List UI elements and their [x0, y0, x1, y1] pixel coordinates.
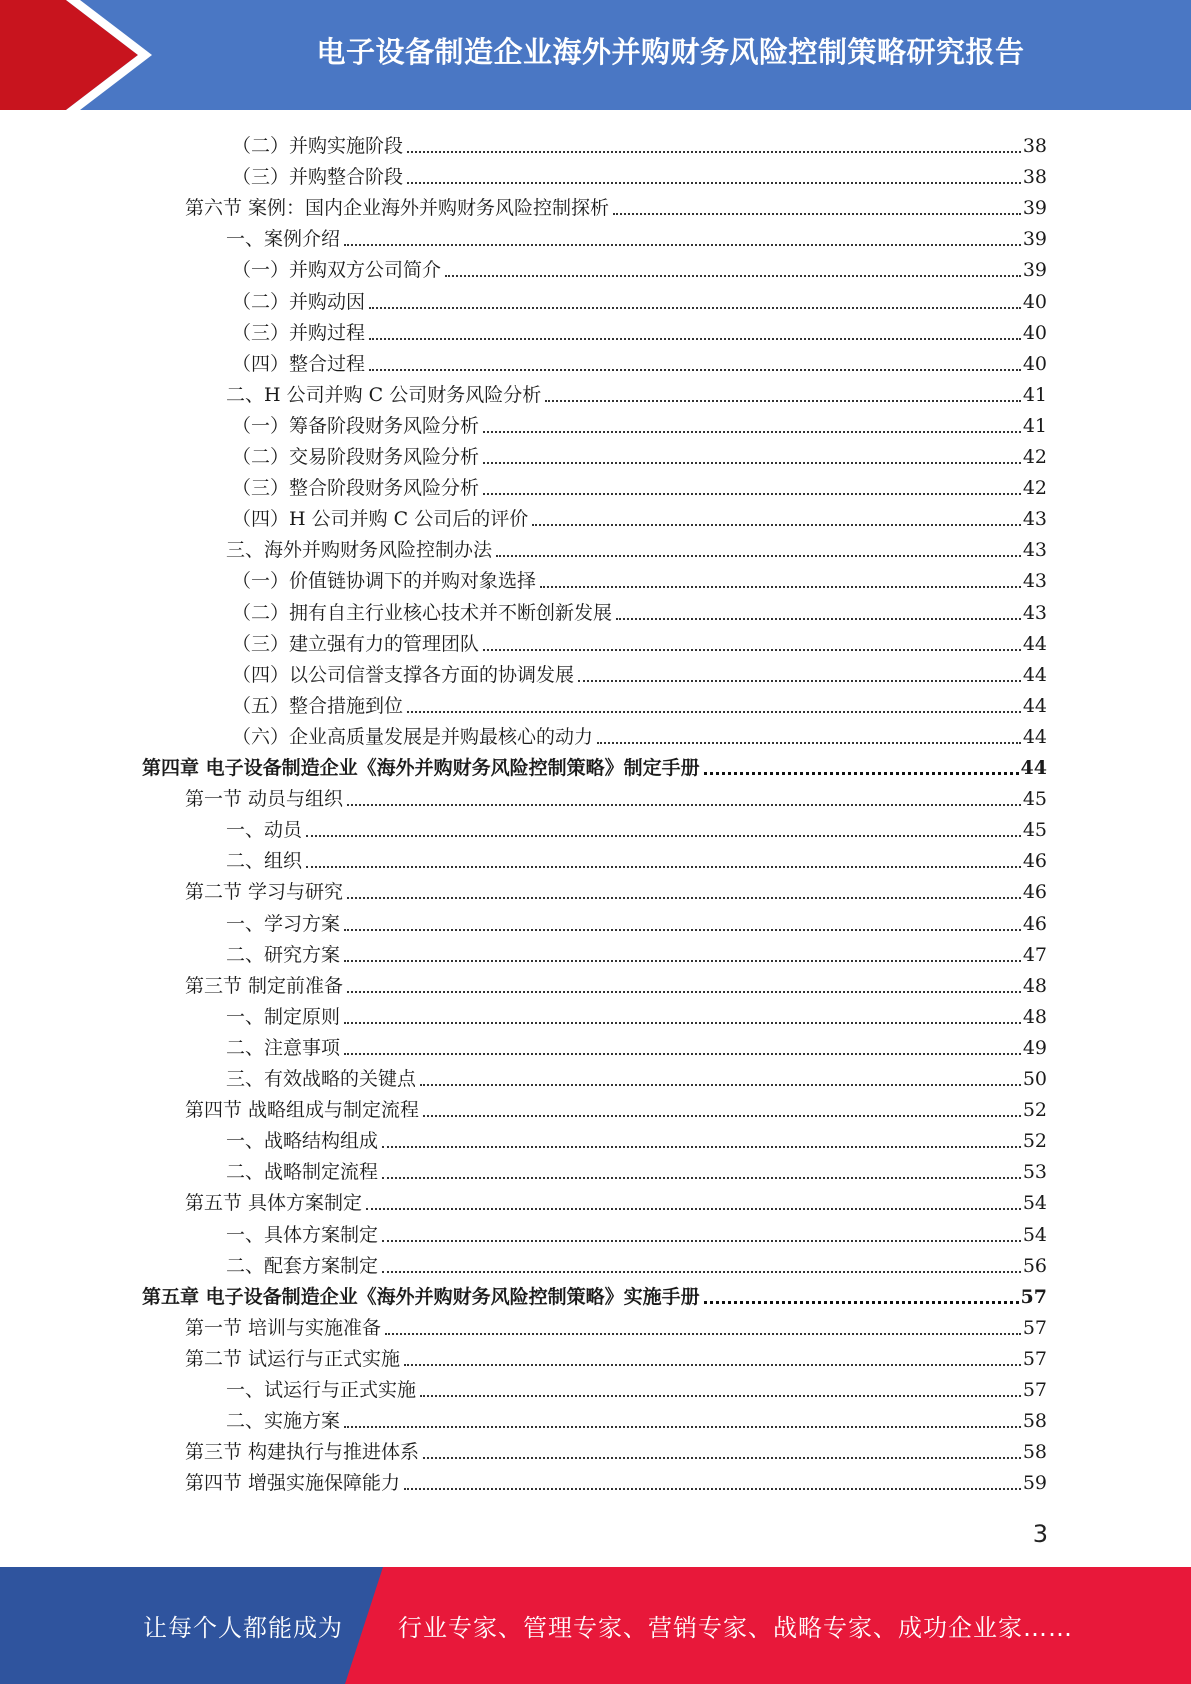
toc-dot-leader: [347, 991, 1021, 993]
toc-subsection-entry[interactable]: [232, 656, 1047, 687]
toc-entry-label: 第一节 动员与组织: [185, 788, 344, 811]
toc-entry-page: 58: [1022, 1410, 1047, 1433]
toc-entry-page: 58: [1022, 1441, 1047, 1464]
toc-entry-label: 一、具体方案制定: [226, 1223, 379, 1246]
toc-entry-page: 50: [1022, 1068, 1047, 1090]
toc-subsection-entry[interactable]: [232, 314, 1047, 345]
toc-dot-leader: [306, 866, 1021, 868]
toc-entry-page: 39: [1022, 197, 1047, 220]
toc-dot-leader: [347, 897, 1021, 899]
toc-entry-label: 第五节 具体方案制定: [185, 1192, 363, 1215]
toc-subsection-entry[interactable]: [226, 376, 1047, 407]
toc-entry-label: 一、动员: [226, 819, 303, 842]
toc-subsection-entry[interactable]: [226, 531, 1047, 562]
toc-section-entry[interactable]: [185, 1433, 1047, 1464]
toc-entry-page: 46: [1022, 850, 1047, 873]
toc-dot-leader: [344, 960, 1021, 962]
toc-dot-leader: [382, 1146, 1021, 1148]
toc-entry-label: （三）并购整合阶段: [232, 166, 404, 189]
toc-entry-label: （一）并购双方公司简介: [232, 259, 442, 282]
toc-entry-label: 第三节 构建执行与推进体系: [185, 1441, 420, 1464]
toc-dot-leader: [344, 929, 1021, 931]
toc-entry-page: 43: [1022, 570, 1047, 593]
toc-entry-label: （一）价值链协调下的并购对象选择: [232, 570, 537, 593]
toc-dot-leader: [420, 1084, 1021, 1086]
toc-entry-page: 53: [1022, 1161, 1047, 1184]
toc-subsection-entry[interactable]: [232, 625, 1047, 656]
toc-entry-page: 43: [1022, 539, 1047, 562]
footer-banner: [0, 1567, 1191, 1684]
toc-subsection-entry[interactable]: [226, 811, 1047, 842]
toc-section-entry[interactable]: [185, 967, 1047, 998]
toc-subsection-entry[interactable]: [226, 936, 1047, 967]
toc-dot-leader: [382, 1240, 1021, 1242]
toc-subsection-entry[interactable]: [226, 220, 1047, 251]
toc-entry-page: 44: [1020, 757, 1047, 779]
toc-subsection-entry[interactable]: [232, 158, 1047, 189]
toc-section-entry[interactable]: [185, 1091, 1047, 1122]
toc-dot-leader: [369, 369, 1021, 371]
toc-dot-leader: [423, 1115, 1021, 1117]
toc-entry-page: 54: [1022, 1192, 1047, 1215]
toc-subsection-entry[interactable]: [232, 345, 1047, 376]
toc-entry-label: 第六节 案例：国内企业海外并购财务风险控制探析: [185, 197, 610, 220]
toc-entry-label: 二、实施方案: [226, 1410, 341, 1433]
toc-entry-label: 一、案例介绍: [226, 228, 341, 251]
toc-entry-page: 54: [1022, 1223, 1047, 1246]
toc-entry-page: 45: [1022, 819, 1047, 842]
toc-dot-leader: [545, 400, 1021, 402]
page-number: 3: [1032, 1520, 1048, 1548]
toc-entry-label: 第五章 电子设备制造企业《海外并购财务风险控制策略》实施手册: [142, 1285, 700, 1308]
toc-chapter-entry[interactable]: [142, 1278, 1047, 1309]
toc-entry-page: 57: [1022, 1316, 1047, 1339]
toc-dot-leader: [578, 680, 1021, 682]
toc-entry-label: 三、有效战略的关键点: [226, 1068, 417, 1090]
toc-subsection-entry[interactable]: [232, 283, 1047, 314]
toc-section-entry[interactable]: [185, 1309, 1047, 1340]
toc-subsection-entry[interactable]: [232, 594, 1047, 625]
toc-dot-leader: [532, 524, 1021, 526]
toc-entry-page: 38: [1022, 166, 1047, 189]
toc-entry-page: 42: [1022, 446, 1047, 468]
toc-entry-label: 一、制定原则: [226, 1005, 341, 1028]
toc-dot-leader: [483, 649, 1021, 651]
report-title: 电子设备制造企业海外并购财务风险控制策略研究报告: [316, 34, 1025, 69]
toc-section-entry[interactable]: [185, 780, 1047, 811]
toc-entry-label: （三）整合阶段财务风险分析: [232, 477, 480, 500]
toc-entry-label: （三）建立强有力的管理团队: [232, 632, 480, 655]
toc-entry-label: 第三节 制定前准备: [185, 974, 344, 997]
toc-entry-page: 41: [1022, 383, 1047, 406]
toc-entry-label: 二、组织: [226, 850, 303, 873]
toc-subsection-entry[interactable]: [232, 687, 1047, 718]
toc-dot-leader: [483, 431, 1021, 433]
toc-dot-leader: [382, 1271, 1021, 1273]
toc-entry-label: 一、学习方案: [226, 912, 341, 935]
toc-entry-label: 一、战略结构组成: [226, 1130, 379, 1153]
toc-entry-page: 52: [1022, 1130, 1047, 1153]
toc-entry-label: （六）企业高质量发展是并购最核心的动力: [232, 725, 594, 748]
toc-entry-page: 59: [1022, 1472, 1047, 1495]
toc-dot-leader: [407, 151, 1021, 153]
toc-entry-page: 40: [1022, 290, 1047, 313]
toc-dot-leader: [366, 1208, 1021, 1210]
toc-entry-label: 二、战略制定流程: [226, 1161, 379, 1184]
toc-entry-label: 第二节 试运行与正式实施: [185, 1347, 401, 1370]
toc-dot-leader: [613, 213, 1021, 215]
toc-entry-page: 44: [1022, 632, 1047, 655]
toc-entry-page: 48: [1022, 974, 1047, 997]
toc-dot-leader: [306, 835, 1021, 837]
toc-dot-leader: [344, 1426, 1021, 1428]
toc-entry-page: 44: [1022, 694, 1047, 717]
toc-entry-label: （一）筹备阶段财务风险分析: [232, 414, 480, 437]
toc-dot-leader: [445, 275, 1021, 277]
toc-entry-label: 第四节 增强实施保障能力: [185, 1472, 401, 1495]
toc-dot-leader: [344, 1053, 1021, 1055]
toc-dot-leader: [382, 1177, 1021, 1179]
toc-entry-page: 46: [1022, 912, 1047, 935]
toc-section-entry[interactable]: [185, 1464, 1047, 1495]
toc-subsection-entry[interactable]: [226, 1122, 1047, 1153]
footer-slogan-right: 行业专家、管理专家、营销专家、战略专家、成功企业家……: [398, 1614, 1073, 1642]
toc-subsection-entry[interactable]: [226, 1216, 1047, 1247]
toc-entry-label: （四）H 公司并购 C 公司后的评价: [232, 508, 529, 531]
toc-dot-leader: [404, 1488, 1021, 1490]
toc-entry-page: 47: [1022, 943, 1047, 966]
toc-section-entry[interactable]: [185, 1340, 1047, 1371]
toc-entry-label: 一、试运行与正式实施: [226, 1379, 417, 1401]
toc-subsection-entry[interactable]: [232, 562, 1047, 593]
toc-entry-label: 二、研究方案: [226, 943, 341, 966]
toc-dot-leader: [347, 804, 1021, 806]
toc-entry-label: （三）并购过程: [232, 321, 366, 344]
toc-entry-page: 41: [1022, 414, 1047, 437]
toc-entry-page: 39: [1022, 259, 1047, 282]
toc-dot-leader: [483, 493, 1021, 495]
toc-dot-leader: [344, 244, 1021, 246]
toc-entry-page: 57: [1022, 1379, 1047, 1401]
toc-subsection-entry[interactable]: [232, 469, 1047, 500]
toc-dot-leader: [597, 742, 1021, 744]
toc-subsection-entry[interactable]: [226, 1402, 1047, 1433]
toc-section-entry[interactable]: [185, 873, 1047, 904]
toc-entry-page: 38: [1022, 135, 1047, 157]
toc-entry-page: 45: [1022, 788, 1047, 811]
toc-subsection-entry[interactable]: [226, 842, 1047, 873]
toc-entry-page: 40: [1022, 321, 1047, 344]
toc-dot-leader: [423, 1457, 1021, 1459]
toc-entry-label: （四）整合过程: [232, 352, 366, 375]
toc-subsection-entry[interactable]: [232, 407, 1047, 438]
toc-entry-page: 43: [1022, 601, 1047, 624]
toc-entry-page: 49: [1022, 1036, 1047, 1059]
toc-subsection-entry[interactable]: [226, 1029, 1047, 1060]
toc-section-entry[interactable]: [185, 1184, 1047, 1215]
toc-entry-page: 44: [1022, 663, 1047, 686]
toc-entry-label: 二、H 公司并购 C 公司财务风险分析: [226, 383, 542, 406]
toc-entry-label: 第一节 培训与实施准备: [185, 1316, 382, 1339]
toc-subsection-entry[interactable]: [232, 251, 1047, 282]
toc-subsection-entry[interactable]: [232, 127, 1047, 158]
toc-entry-page: 48: [1022, 1005, 1047, 1028]
toc-dot-leader: [344, 1022, 1021, 1024]
toc-dot-leader: [496, 555, 1021, 557]
toc-subsection-entry[interactable]: [226, 998, 1047, 1029]
toc-subsection-entry[interactable]: [226, 1153, 1047, 1184]
toc-entry-label: （五）整合措施到位: [232, 694, 404, 717]
toc-entry-page: 42: [1022, 477, 1047, 500]
toc-dot-leader: [420, 1395, 1021, 1397]
toc-entry-page: 39: [1022, 228, 1047, 251]
toc-subsection-entry[interactable]: [226, 905, 1047, 936]
toc-chapter-entry[interactable]: [142, 749, 1047, 780]
toc-dot-leader: [369, 307, 1021, 309]
toc-subsection-entry[interactable]: [232, 718, 1047, 749]
toc-entry-page: 44: [1022, 725, 1047, 748]
toc-entry-page: 46: [1022, 881, 1047, 904]
toc-dot-leader: [404, 1364, 1021, 1366]
toc-dot-leader: [704, 772, 1019, 775]
toc-entry-label: （四）以公司信誉支撑各方面的协调发展: [232, 663, 575, 686]
toc-dot-leader: [407, 711, 1021, 713]
toc-dot-leader: [540, 586, 1021, 588]
toc-entry-page: 57: [1022, 1347, 1047, 1370]
toc-dot-leader: [407, 182, 1021, 184]
toc-entry-page: 40: [1022, 352, 1047, 375]
toc-dot-leader: [385, 1333, 1021, 1335]
toc-section-entry[interactable]: [185, 189, 1047, 220]
toc-entry-page: 43: [1022, 508, 1047, 531]
footer-slogan-left: 让每个人都能成为: [143, 1614, 343, 1642]
header-banner: [0, 0, 1191, 110]
toc-entry-label: 第二节 学习与研究: [185, 881, 344, 904]
toc-entry-label: 第四节 战略组成与制定流程: [185, 1099, 420, 1122]
toc-dot-leader: [369, 338, 1021, 340]
toc-subsection-entry[interactable]: [226, 1060, 1047, 1091]
toc-entry-label: 二、注意事项: [226, 1036, 341, 1059]
toc-dot-leader: [616, 618, 1021, 620]
toc-entry-label: （二）并购动因: [232, 290, 366, 313]
toc-entry-label: 三、海外并购财务风险控制办法: [226, 539, 493, 562]
toc-subsection-entry[interactable]: [226, 1247, 1047, 1278]
toc-subsection-entry[interactable]: [232, 500, 1047, 531]
toc-entry-page: 56: [1022, 1254, 1047, 1277]
toc-entry-label: （二）交易阶段财务风险分析: [232, 446, 480, 468]
toc-entry-label: （二）拥有自主行业核心技术并不断创新发展: [232, 601, 613, 624]
toc-entry-page: 52: [1022, 1099, 1047, 1122]
toc-entry-label: （二）并购实施阶段: [232, 135, 404, 157]
toc-entry-label: 第四章 电子设备制造企业《海外并购财务风险控制策略》制定手册: [142, 757, 700, 779]
toc-subsection-entry[interactable]: [226, 1371, 1047, 1402]
toc-subsection-entry[interactable]: [232, 438, 1047, 469]
toc-dot-leader: [483, 462, 1021, 464]
toc-dot-leader: [704, 1301, 1019, 1304]
toc-entry-label: 二、配套方案制定: [226, 1254, 379, 1277]
toc-entry-page: 57: [1020, 1285, 1047, 1308]
